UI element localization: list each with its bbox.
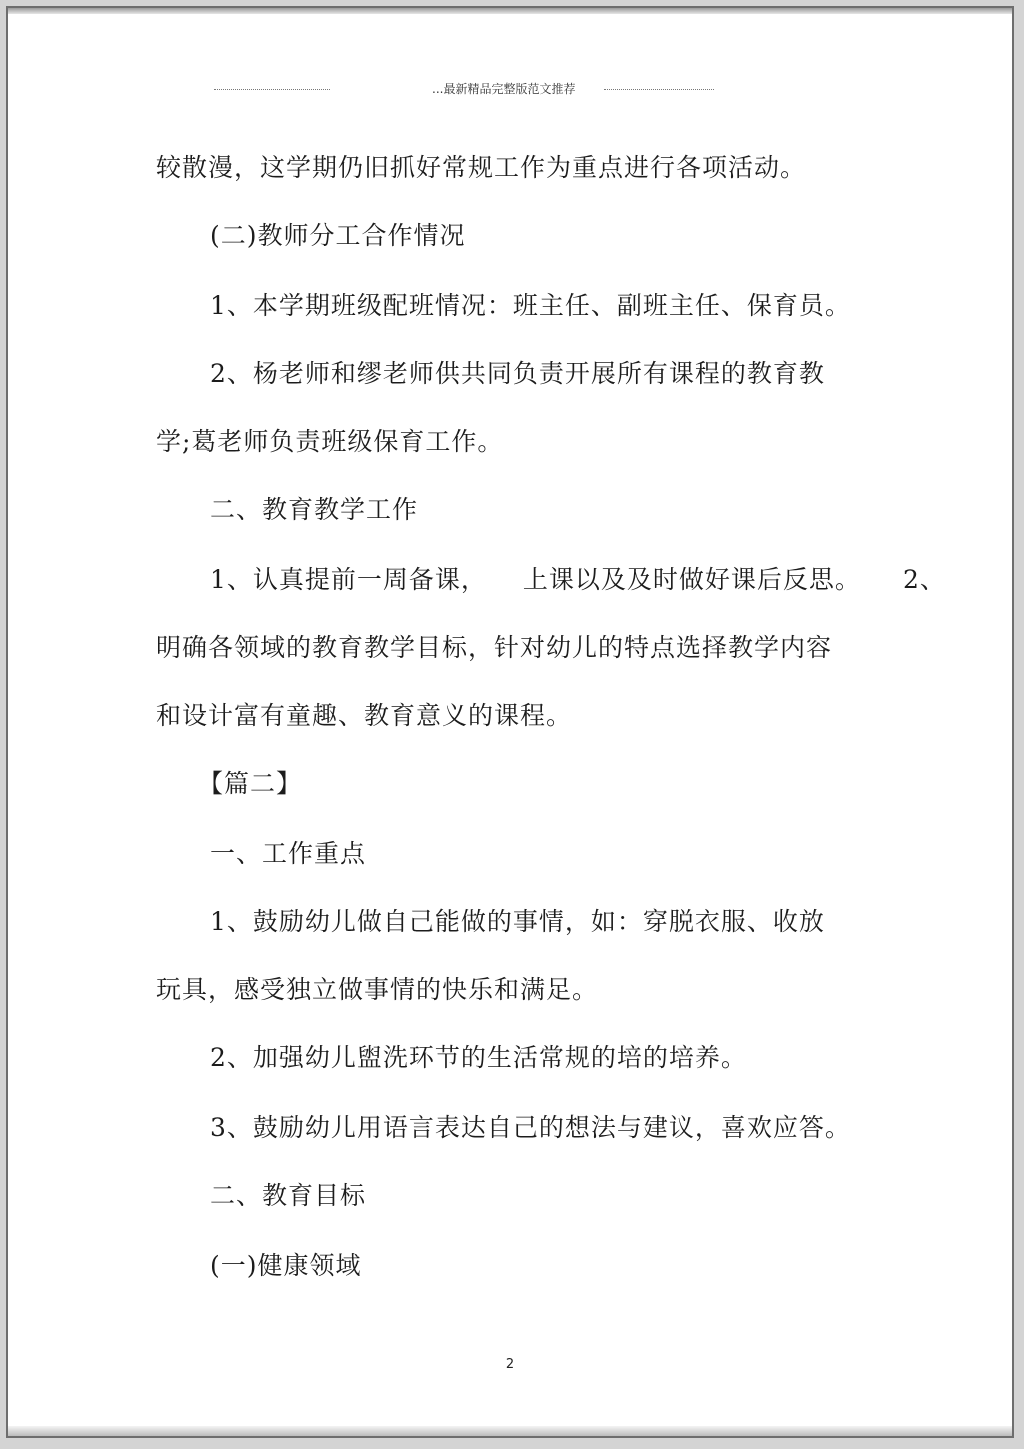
paragraph-line: 2、加强幼儿盥洗环节的生活常规的培的培养。 xyxy=(210,1043,747,1072)
paragraph-line xyxy=(210,560,946,600)
page-header xyxy=(8,80,1012,100)
paragraph-segment: 2、 xyxy=(902,565,946,594)
section-heading: (一)健康领域 xyxy=(210,1251,362,1280)
document-page xyxy=(6,6,1014,1438)
paragraph-segment: 上课以及及时做好课后反思。 xyxy=(522,565,861,594)
section-heading: 一、工作重点 xyxy=(210,839,367,868)
paragraph-segment: 1、认真提前一周备课， xyxy=(210,565,487,594)
section-heading: (二)教师分工合作情况 xyxy=(210,221,466,250)
scan-bottom-edge xyxy=(8,1426,1012,1436)
paragraph-line: 3、鼓励幼儿用语言表达自己的想法与建议，喜欢应答。 xyxy=(210,1113,851,1142)
header-title: ...最新精品完整版范文推荐 xyxy=(432,82,576,96)
paragraph-line: 1、本学期班级配班情况：班主任、副班主任、保育员。 xyxy=(210,291,851,320)
header-rule-left xyxy=(214,89,330,90)
section-heading: 二、教育教学工作 xyxy=(210,495,419,524)
paragraph-line: 明确各领域的教育教学目标，针对幼儿的特点选择教学内容 xyxy=(156,633,833,662)
paragraph-line: 1、鼓励幼儿做自己能做的事情，如：穿脱衣服、收放 xyxy=(210,907,825,936)
scan-top-edge xyxy=(8,8,1012,14)
paragraph-line: 和设计富有童趣、教育意义的课程。 xyxy=(156,701,573,730)
header-rule-right xyxy=(604,89,714,90)
paragraph-line: 2、杨老师和缪老师供共同负责开展所有课程的教育教 xyxy=(210,359,825,388)
paragraph-line: 玩具，感受独立做事情的快乐和满足。 xyxy=(156,975,599,1004)
section-heading: 二、教育目标 xyxy=(210,1181,367,1210)
paragraph-line: 学;葛老师负责班级保育工作。 xyxy=(156,427,504,456)
part-heading: 【篇二】 xyxy=(198,769,303,798)
paragraph-line: 较散漫，这学期仍旧抓好常规工作为重点进行各项活动。 xyxy=(156,153,807,182)
page-number: 2 xyxy=(505,1357,515,1372)
